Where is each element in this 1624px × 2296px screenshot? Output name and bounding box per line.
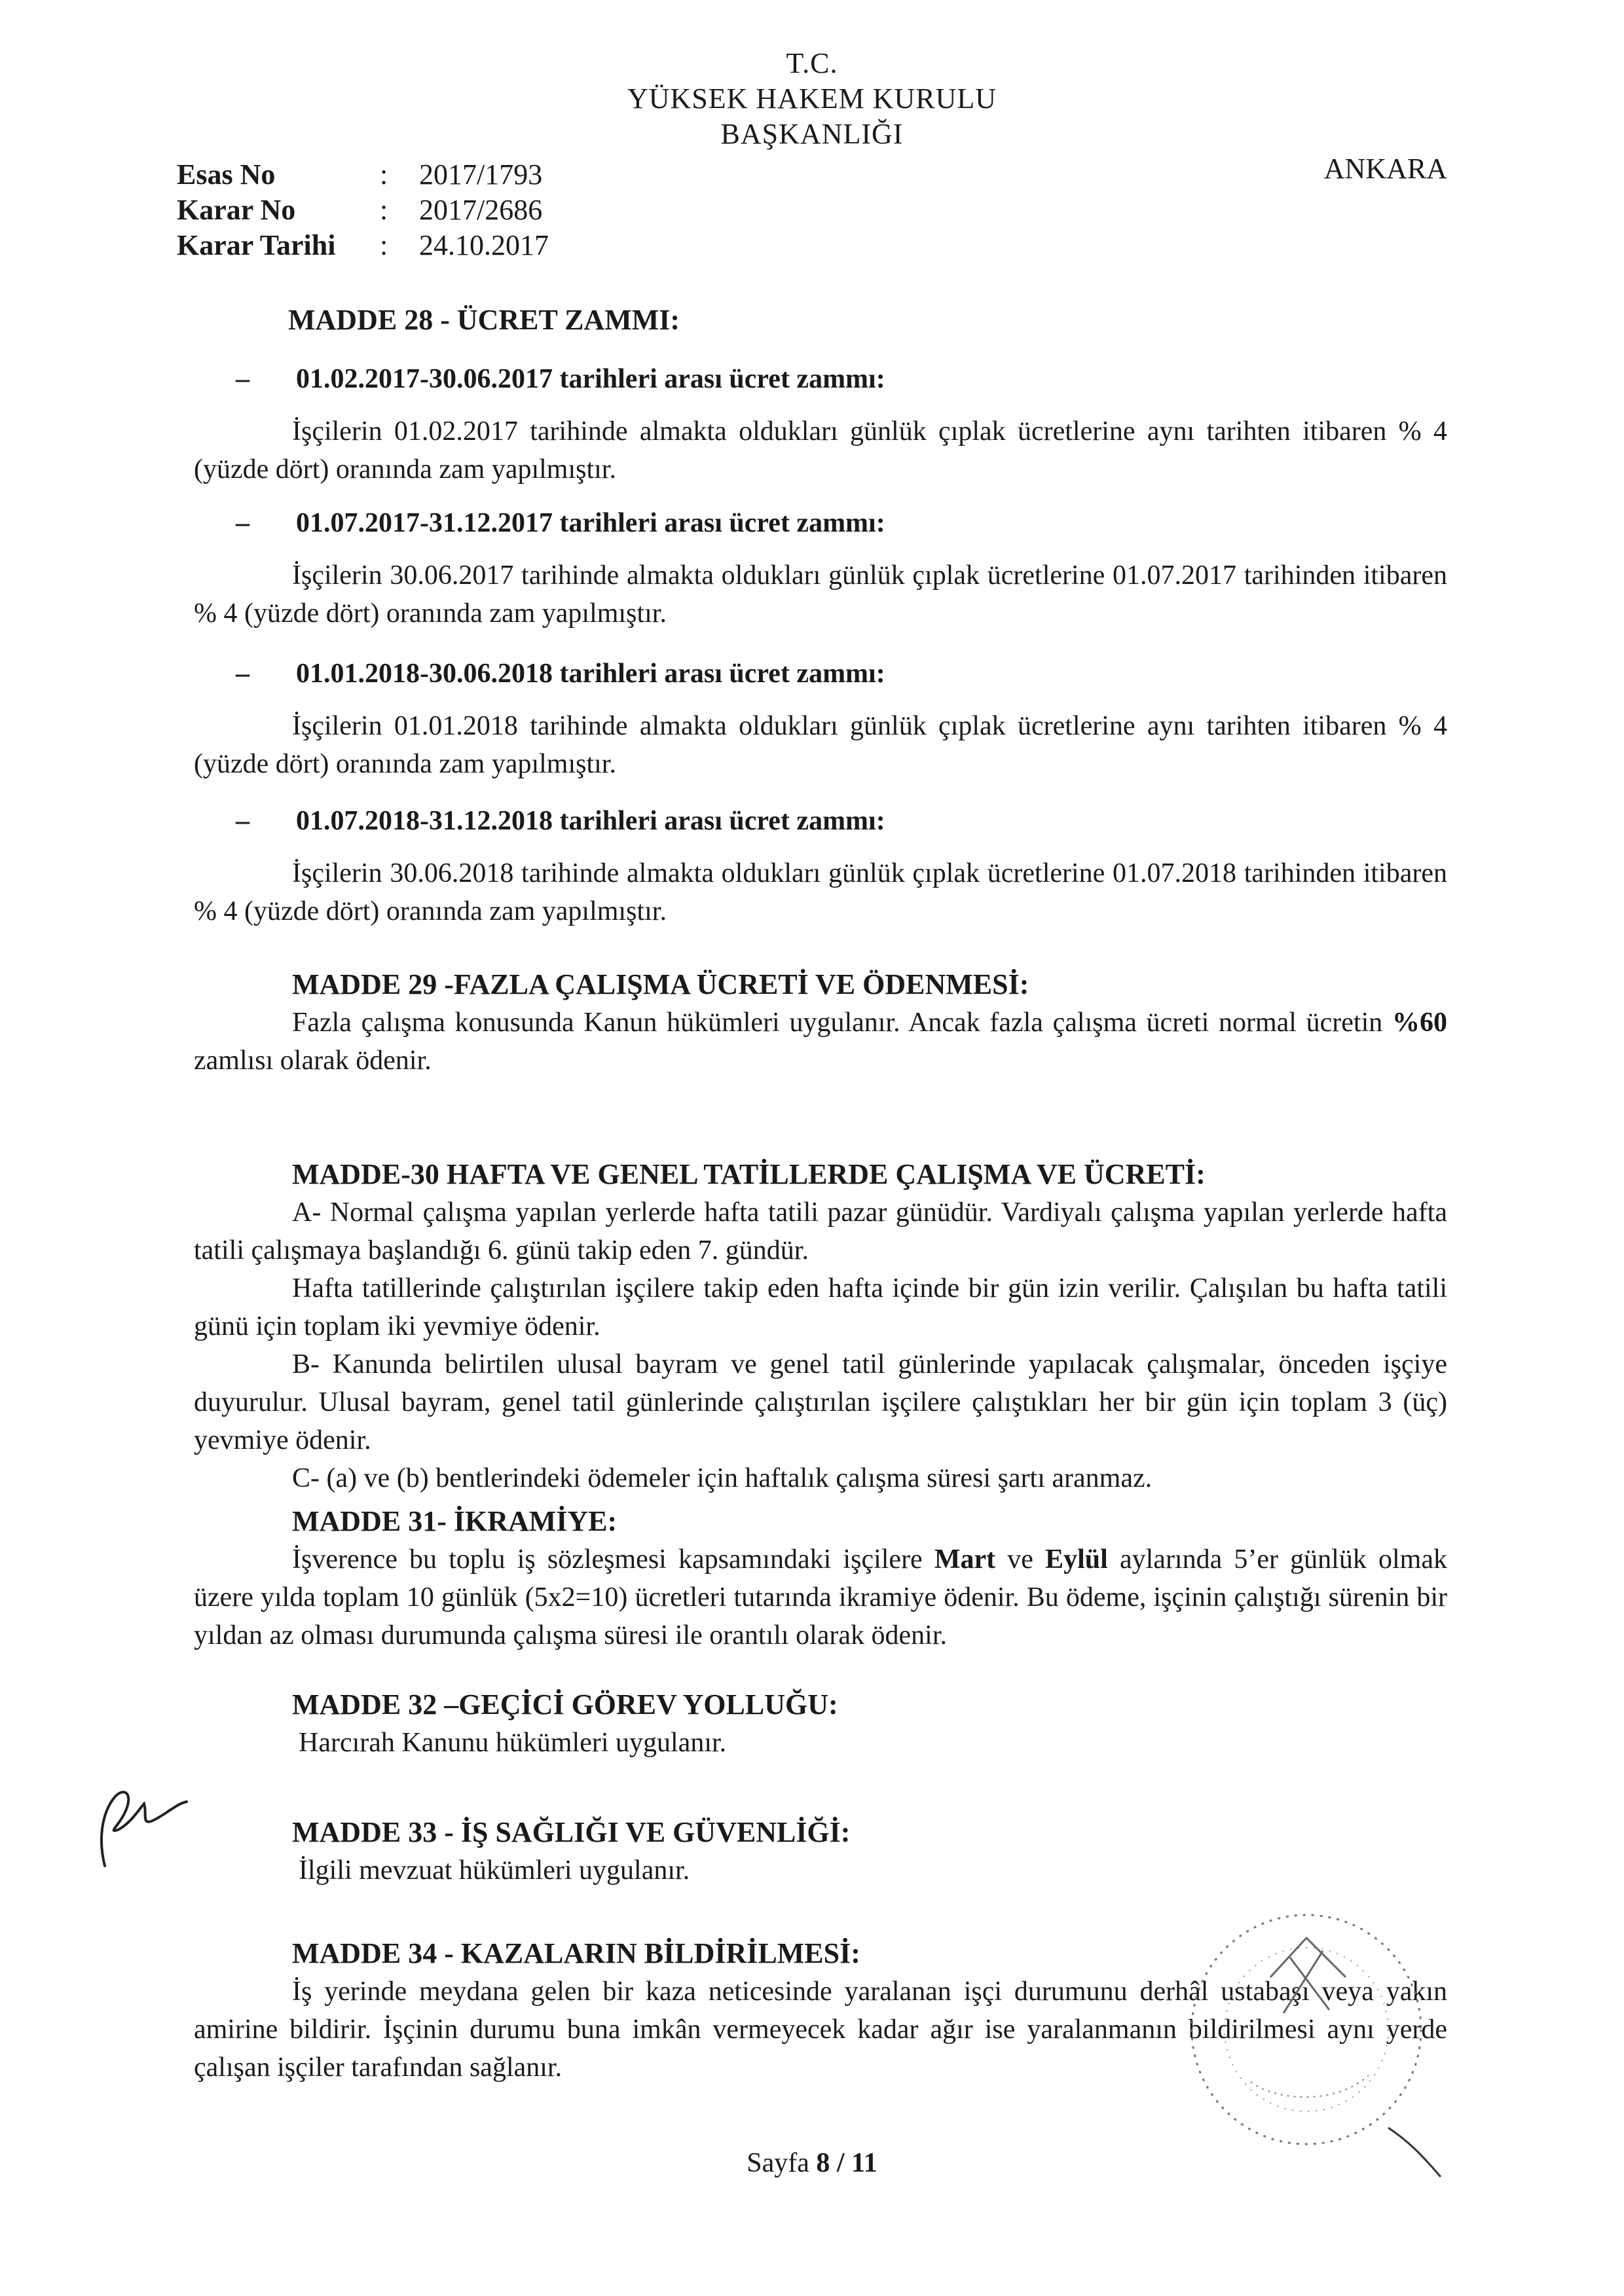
- dash-mark: –: [236, 508, 249, 538]
- article-28-sub-3: [194, 655, 1447, 693]
- article-28-item-2: [194, 504, 1447, 632]
- document-header: [0, 46, 1624, 152]
- decision-no-value: 2017/2686: [419, 194, 543, 226]
- article-30-para-b: B- Kanunda belirtilen ulusal bayram ve genel tatil günlerinde yapılacak çalışmalar, önceden işçiye duyurulur. Ulusal bayram, genel tatil günlerinde çalıştırılan işçilere çalıştıkları her bir gün için toplam 3 (üç) yevmiye ödenir.: [194, 1349, 1447, 1455]
- header-institution: YÜKSEK HAKEM KURULU: [627, 82, 997, 115]
- article-28-item-1: [194, 360, 1447, 488]
- article-29-text-1: Fazla çalışma konusunda Kanun hükümleri uygulanır. Ancak fazla çalışma ücreti normal ücretin: [292, 1008, 1392, 1038]
- article-28-item-3: [194, 655, 1447, 783]
- decision-date-colon: :: [380, 229, 388, 261]
- article-31-month-1: Mart: [934, 1544, 996, 1575]
- dash-mark: –: [236, 364, 249, 394]
- article-33-title: MADDE 33 - İŞ SAĞLIĞI VE GÜVENLİĞİ:: [292, 1816, 851, 1848]
- article-29-title: MADDE 29 -FAZLA ÇALIŞMA ÜCRETİ VE ÖDENMESİ:: [292, 968, 1029, 1000]
- decision-no-label: Karar No: [177, 194, 296, 226]
- article-30-para-a: A- Normal çalışma yapılan yerlerde hafta tatili pazar günüdür. Vardiyalı çalışma yapılan yerlerde hafta tatili çalışmaya başlandığı 6. günü takip eden 7. gündür.: [194, 1197, 1447, 1266]
- article-29-text-2: zamlısı olarak ödenir.: [194, 1046, 432, 1076]
- article-34-para: İş yerinde meydana gelen bir kaza neticesinde yaralanan işçi durumunu derhâl ustabaşı veya yakın amirine bildirir. İşçinin durumu buna imkân vermeyecek kadar ağır ise yaralanmanın bildirilmesi aynı yerde çalışan işçiler tarafından sağlanır.: [194, 1977, 1447, 2083]
- article-29-rate: %60: [1392, 1008, 1447, 1038]
- page-number-value: 8 / 11: [816, 2148, 877, 2178]
- article-28-sub-2-text: 01.07.2017-31.12.2017 tarihleri arası ücret zammı:: [296, 508, 885, 538]
- article-29-para: [194, 1004, 1447, 1080]
- article-31-month-2: Eylül: [1045, 1544, 1108, 1575]
- article-33-para: İlgili mevzuat hükümleri uygulanır.: [299, 1855, 690, 1886]
- article-34-title: MADDE 34 - KAZALARIN BİLDİRİLMESİ:: [292, 1937, 860, 1969]
- article-28-para-2: İşçilerin 30.06.2017 tarihinde almakta oldukları günlük çıplak ücretlerine 01.07.2017 tarihinden itibaren % 4 (yüzde dört) oranında zam yapılmıştır.: [194, 560, 1447, 629]
- article-30: [194, 1156, 1447, 1497]
- page-number: [0, 2147, 1624, 2179]
- page-number-prefix: Sayfa: [747, 2148, 817, 2178]
- handwritten-initial: [79, 1768, 210, 1879]
- decision-date-label: Karar Tarihi: [177, 229, 336, 261]
- article-28-item-4: [194, 802, 1447, 930]
- article-31-text-3: aylarında 5’er günlük olmak üzere yılda toplam 10 günlük (5x2=10) ücretleri tutarında ikramiye ödenir. Bu ödeme, işçinin çalıştığı sürenin bir yıldan az olması durumunda çalışma süresi ile orantılı olarak ödenir.: [194, 1544, 1447, 1650]
- decision-no-row: [177, 192, 549, 228]
- decision-date-row: [177, 228, 549, 263]
- article-32-title: MADDE 32 –GEÇİCİ GÖREV YOLLUĞU:: [292, 1688, 838, 1721]
- article-28-sub-4-text: 01.07.2018-31.12.2018 tarihleri arası ücret zammı:: [296, 806, 885, 836]
- case-no-row: [177, 157, 549, 192]
- article-29: [194, 966, 1447, 1080]
- case-no-label: Esas No: [177, 158, 276, 191]
- article-32-para: Harcırah Kanunu hükümleri uygulanır.: [299, 1728, 727, 1758]
- article-31-para: [194, 1540, 1447, 1654]
- article-31-text-1: İşverence bu toplu iş sözleşmesi kapsamındaki işçilere: [292, 1544, 934, 1575]
- header-tc: T.C.: [786, 47, 838, 79]
- article-31: [194, 1503, 1447, 1654]
- article-30-para-c: C- (a) ve (b) bentlerindeki ödemeler için haftalık çalışma süresi şartı aranmaz.: [292, 1463, 1153, 1493]
- decision-date-value: 24.10.2017: [419, 229, 549, 261]
- article-28-sub-2: [194, 504, 1447, 542]
- article-28-para-3: İşçilerin 01.01.2018 tarihinde almakta oldukları günlük çıplak ücretlerine aynı tarihten itibaren % 4 (yüzde dört) oranında zam yapılmıştır.: [194, 711, 1447, 779]
- case-info: [177, 157, 549, 263]
- article-32: [194, 1686, 1447, 1762]
- article-31-title: MADDE 31- İKRAMİYE:: [292, 1505, 618, 1537]
- header-city: ANKARA: [1323, 153, 1447, 185]
- article-31-text-2: ve: [995, 1544, 1046, 1575]
- header-presidency: BAŞKANLIĞI: [720, 118, 904, 150]
- article-33: [194, 1813, 1447, 1889]
- official-stamp: [1172, 1879, 1454, 2180]
- article-28-sub-4: [194, 802, 1447, 840]
- article-30-title: MADDE-30 HAFTA VE GENEL TATİLLERDE ÇALIŞMA VE ÜCRETİ:: [292, 1158, 1206, 1190]
- decision-no-colon: :: [380, 194, 388, 226]
- article-30-para-a2: Hafta tatillerinde çalıştırılan işçilere takip eden hafta içinde bir gün izin verilir. Çalışılan bu hafta tatili günü için toplam iki yevmiye ödenir.: [194, 1273, 1447, 1341]
- case-no-value: 2017/1793: [419, 158, 543, 191]
- dash-mark: –: [236, 806, 249, 836]
- article-28-title: MADDE 28 - ÜCRET ZAMMI:: [288, 304, 680, 336]
- article-28-sub-1-text: 01.02.2017-30.06.2017 tarihleri arası ücret zammı:: [296, 364, 885, 394]
- article-28-para-4: İşçilerin 30.06.2018 tarihinde almakta oldukları günlük çıplak ücretlerine 01.07.2018 tarihinden itibaren % 4 (yüzde dört) oranında zam yapılmıştır.: [194, 858, 1447, 926]
- case-no-colon: :: [380, 158, 388, 191]
- article-28-sub-3-text: 01.01.2018-30.06.2018 tarihleri arası ücret zammı:: [296, 659, 885, 689]
- article-28-para-1: İşçilerin 01.02.2017 tarihinde almakta oldukları günlük çıplak ücretlerine aynı tarihten itibaren % 4 (yüzde dört) oranında zam yapılmıştır.: [194, 416, 1447, 484]
- article-28-sub-1: [194, 360, 1447, 398]
- dash-mark: –: [236, 659, 249, 689]
